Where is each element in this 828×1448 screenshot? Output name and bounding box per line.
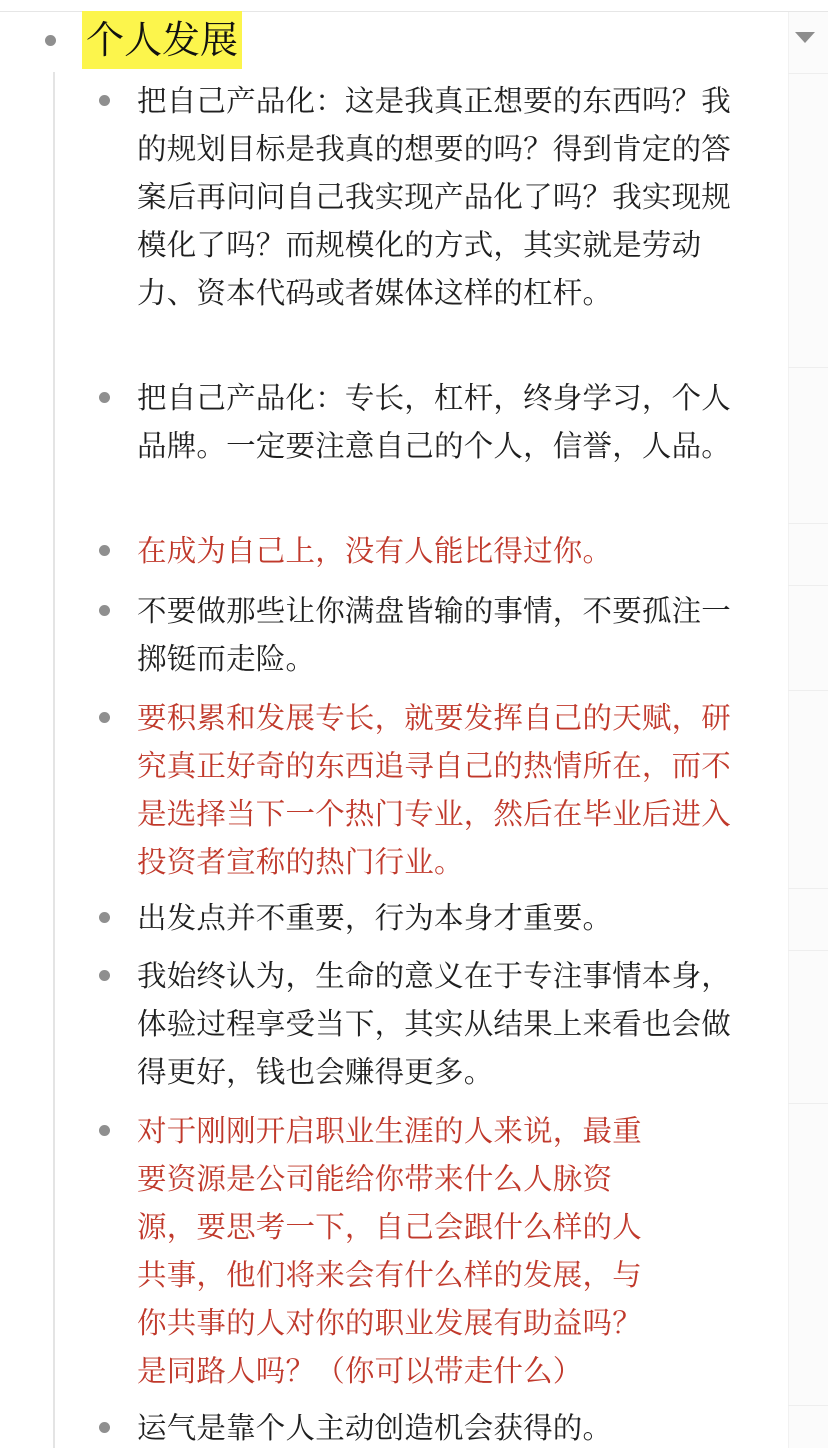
list-item-text[interactable]: 我始终认为，生命的意义在于专注事情本身，体验过程享受当下，其实从结果上来看也会做得更好，钱也会赚得更多。 [137, 959, 732, 1089]
list-item-text-highlighted[interactable]: 要积累和发展专长，就要发挥自己的天赋，研究真正好奇的东西追寻自己的热情所在，而不是选择当下一个热门专业，然后在毕业后进入投资者宣称的热门行业。 [137, 701, 732, 879]
list-item-text-highlighted[interactable]: 在成为自己上，没有人能比得过你。 [137, 534, 613, 568]
rail-divider [788, 523, 828, 524]
list-item-bullet[interactable] [99, 95, 110, 106]
caret-down-icon[interactable] [795, 32, 815, 43]
list-item-bullet[interactable] [99, 392, 110, 403]
list-item-text[interactable]: 出发点并不重要，行为本身才重要。 [137, 901, 613, 935]
list-item-text[interactable]: 把自己产品化：这是我真正想要的东西吗？我的规划目标是我真的想要的吗？得到肯定的答案后再问问自己我实现产品化了吗？我实现规模化了吗？而规模化的方式，其实就是劳动力、资本代码或者媒体这样的杠杆。 [137, 84, 732, 310]
rail-divider [788, 950, 828, 951]
indent-guide-line [53, 72, 55, 1448]
list-item-bullet[interactable] [99, 912, 110, 923]
right-margin-rail [788, 12, 828, 1448]
list-item-text[interactable]: 运气是靠个人主动创造机会获得的。 [137, 1411, 613, 1445]
rail-divider [788, 367, 828, 368]
list-item-text-highlighted[interactable]: 对于刚刚开启职业生涯的人来说，最重要资源是公司能给你带来什么人脉资源，要思考一下，自己会跟什么样的人共事，他们将来会有什么样的发展，与你共事的人对你的职业发展有助益吗？是同路人吗？（你可以带走什么） [137, 1114, 642, 1388]
heading-bullet[interactable] [45, 35, 56, 46]
rail-divider [788, 888, 828, 889]
rail-divider [788, 690, 828, 691]
list-item-text[interactable]: 把自己产品化：专长，杠杆，终身学习，个人品牌。一定要注意自己的个人，信誉，人品。 [137, 381, 732, 463]
section-heading[interactable]: 个人发展 [82, 11, 242, 69]
rail-divider [788, 585, 828, 586]
list-item-bullet[interactable] [99, 970, 110, 981]
rail-divider [788, 1103, 828, 1104]
list-item-bullet[interactable] [99, 712, 110, 723]
list-item-bullet[interactable] [99, 1125, 110, 1136]
list-item-bullet[interactable] [99, 545, 110, 556]
list-item-bullet[interactable] [99, 605, 110, 616]
list-item-bullet[interactable] [99, 1422, 110, 1433]
list-item-text[interactable]: 不要做那些让你满盘皆输的事情，不要孤注一掷铤而走险。 [137, 594, 732, 676]
rail-divider [788, 1405, 828, 1406]
rail-divider [788, 73, 828, 74]
